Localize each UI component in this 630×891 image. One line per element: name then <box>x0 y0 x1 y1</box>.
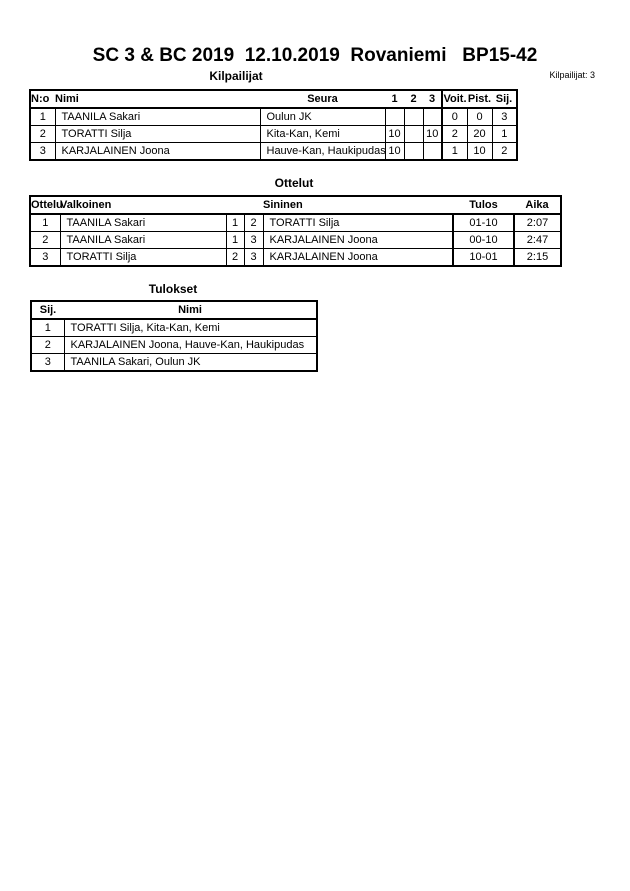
competitor-club: Hauve-Kan, Haukipudas <box>260 143 385 161</box>
competitors-header-row <box>30 90 517 108</box>
white-competitor-number: 1 <box>226 232 244 249</box>
result-rank: 1 <box>31 319 64 337</box>
results-heading: Tulokset <box>148 282 198 296</box>
white-competitor-number: 2 <box>226 249 244 267</box>
match-row <box>30 249 561 267</box>
match2-score <box>404 108 423 126</box>
match3-score <box>423 108 442 126</box>
match1-score: 10 <box>385 126 404 143</box>
result-name: KARJALAINEN Joona, Hauve-Kan, Haukipudas <box>64 337 317 354</box>
match-number: 1 <box>30 214 60 232</box>
blue-competitor-number: 2 <box>244 214 263 232</box>
matches-table <box>29 195 562 267</box>
match3-score: 10 <box>423 126 442 143</box>
wins-value: 2 <box>442 126 467 143</box>
competitor-number: 2 <box>30 126 55 143</box>
blue-competitor-number: 3 <box>244 232 263 249</box>
col-header-white-no <box>226 196 244 214</box>
match2-score <box>404 126 423 143</box>
col-header-no: N:o <box>30 90 55 108</box>
page-title: SC 3 & BC 2019 12.10.2019 Rovaniemi BP15-42 <box>92 45 538 66</box>
result-name: TAANILA Sakari, Oulun JK <box>64 354 317 372</box>
col-header-rank: Sij. <box>492 90 517 108</box>
results-header-row <box>31 301 317 319</box>
result-rank: 3 <box>31 354 64 372</box>
rank-value: 1 <box>492 126 517 143</box>
blue-competitor-name: TORATTI Silja <box>263 214 453 232</box>
blue-competitor-name: KARJALAINEN Joona <box>263 249 453 267</box>
competitor-number: 1 <box>30 108 55 126</box>
col-header-rank: Sij. <box>31 301 64 319</box>
match-time: 2:07 <box>514 214 561 232</box>
col-header-name: Nimi <box>64 301 317 319</box>
match-time: 2:15 <box>514 249 561 267</box>
col-header-result: Tulos <box>453 196 514 214</box>
match-result: 00-10 <box>453 232 514 249</box>
points-value: 0 <box>467 108 492 126</box>
results-table <box>30 300 318 372</box>
result-row <box>31 337 317 354</box>
white-competitor-name: TAANILA Sakari <box>60 214 226 232</box>
col-header-blue: Sininen <box>263 196 453 214</box>
match-result: 10-01 <box>453 249 514 267</box>
match-number: 2 <box>30 232 60 249</box>
match-row <box>30 214 561 232</box>
match-row <box>30 232 561 249</box>
col-header-match1: 1 <box>385 90 404 108</box>
match-result: 01-10 <box>453 214 514 232</box>
wins-value: 1 <box>442 143 467 161</box>
matches-heading: Ottelut <box>274 176 314 190</box>
match-number: 3 <box>30 249 60 267</box>
blue-competitor-name: KARJALAINEN Joona <box>263 232 453 249</box>
competitor-name: TORATTI Silja <box>55 126 260 143</box>
competitor-club: Oulun JK <box>260 108 385 126</box>
col-header-white: Valkoinen <box>60 196 226 214</box>
blue-competitor-number: 3 <box>244 249 263 267</box>
match-time: 2:47 <box>514 232 561 249</box>
competitor-row <box>30 126 517 143</box>
rank-value: 3 <box>492 108 517 126</box>
white-competitor-number: 1 <box>226 214 244 232</box>
competitors-heading: Kilpailijat <box>209 69 263 83</box>
col-header-match3: 3 <box>423 90 442 108</box>
col-header-name: Nimi <box>55 90 260 108</box>
white-competitor-name: TORATTI Silja <box>60 249 226 267</box>
points-value: 10 <box>467 143 492 161</box>
col-header-club: Seura <box>260 90 385 108</box>
competitor-name: TAANILA Sakari <box>55 108 260 126</box>
competitor-row <box>30 108 517 126</box>
match1-score: 10 <box>385 143 404 161</box>
rank-value: 2 <box>492 143 517 161</box>
competitors-table <box>29 89 518 161</box>
result-row <box>31 319 317 337</box>
competitor-name: KARJALAINEN Joona <box>55 143 260 161</box>
competitor-count-label: Kilpailijat: 3 <box>549 70 595 80</box>
col-header-match-no: Ottelu <box>30 196 60 214</box>
competitor-row <box>30 143 517 161</box>
col-header-wins: Voit. <box>442 90 467 108</box>
wins-value: 0 <box>442 108 467 126</box>
result-row <box>31 354 317 372</box>
match1-score <box>385 108 404 126</box>
col-header-time: Aika <box>514 196 561 214</box>
competitor-number: 3 <box>30 143 55 161</box>
result-rank: 2 <box>31 337 64 354</box>
col-header-blue-no <box>244 196 263 214</box>
competitor-club: Kita-Kan, Kemi <box>260 126 385 143</box>
match3-score <box>423 143 442 161</box>
match2-score <box>404 143 423 161</box>
points-value: 20 <box>467 126 492 143</box>
matches-header-row <box>30 196 561 214</box>
col-header-points: Pist. <box>467 90 492 108</box>
white-competitor-name: TAANILA Sakari <box>60 232 226 249</box>
result-name: TORATTI Silja, Kita-Kan, Kemi <box>64 319 317 337</box>
col-header-match2: 2 <box>404 90 423 108</box>
